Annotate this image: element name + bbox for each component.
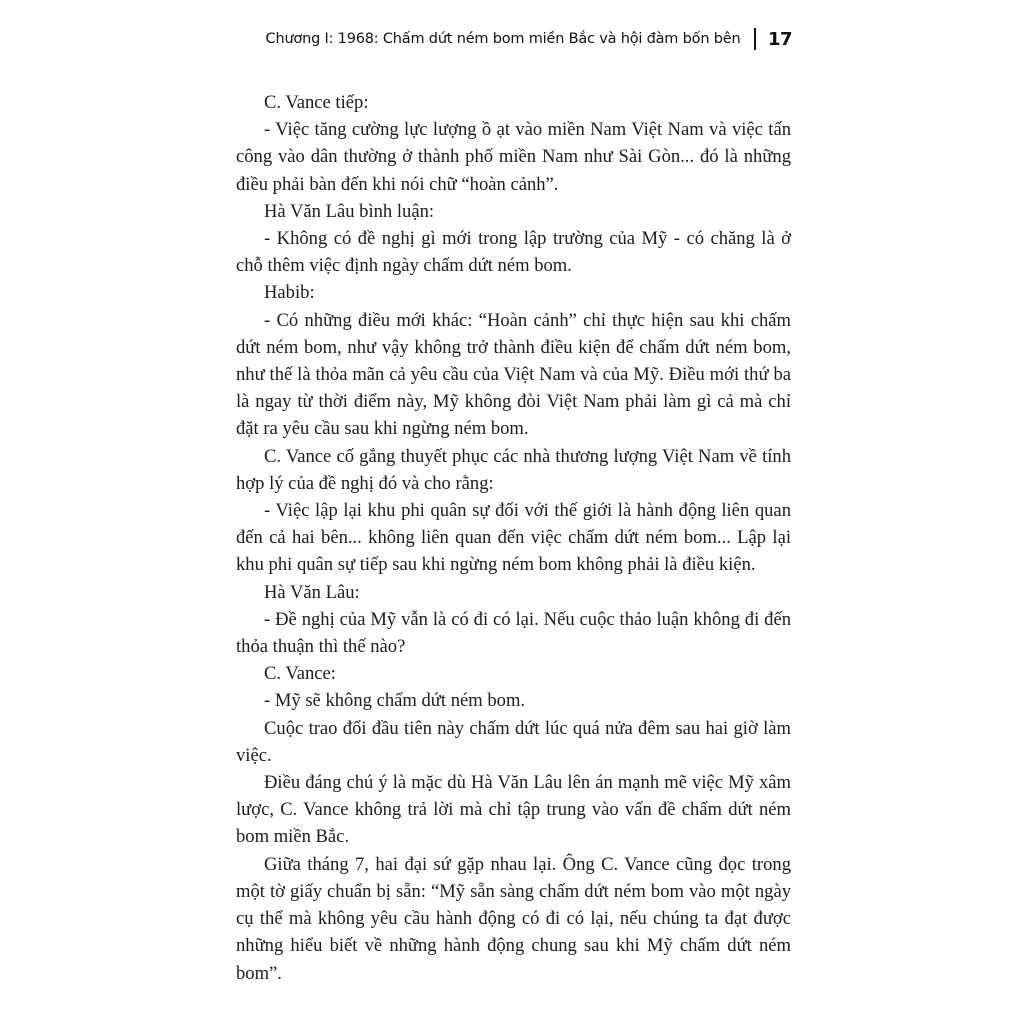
paragraph: - Việc tăng cường lực lượng ồ ạt vào miền Nam Việt Nam và việc tấn công vào dân thường ở thành phố miền Nam như Sài Gòn... đó là những điều phải bàn đến khi nói chữ “hoàn cảnh”.: [236, 119, 791, 195]
paragraph: Hà Văn Lâu bình luận:: [264, 200, 435, 222]
paragraph: C. Vance tiếp:: [264, 92, 369, 113]
paragraph: C. Vance:: [264, 663, 336, 685]
paragraph: - Việc lập lại khu phi quân sự đối với thế giới là hành động liên quan đến cả hai bên... không liên quan đến việc chấm dứt ném bom... Lập lại khu phi quân sự tiếp sau khi ngừng ném bom không phải là điều kiện.: [236, 500, 791, 576]
paragraph: Giữa tháng 7, hai đại sứ gặp nhau lại. Ông C. Vance cũng đọc trong một tờ giấy chuẩn bị sẵn: “Mỹ sẵn sàng chấm dứt ném bom vào một ngày cụ thể mà không yêu cầu hành động có đi có lại, nếu chúng ta đạt được những hiểu biết về những hành động chung sau khi Mỹ chấm dứt ném bom”.: [236, 853, 791, 984]
body-text: [236, 89, 791, 987]
paragraph: C. Vance cố gắng thuyết phục các nhà thương lượng Việt Nam về tính hợp lý của đề nghị đó và cho rằng:: [236, 445, 791, 494]
paragraph: - Có những điều mới khác: “Hoàn cảnh” chỉ thực hiện sau khi chấm dứt ném bom, như vậy không trở thành điều kiện để chấm dứt ném bom, như thế là thỏa mãn cả yêu cầu của Việt Nam và của Mỹ. Điều mới thứ ba là ngay từ thời điểm này, Mỹ không đòi Việt Nam phải làm gì cả mà chỉ đặt ra yêu cầu sau khi ngừng ném bom.: [236, 309, 791, 440]
paragraph: - Mỹ sẽ không chấm dứt ném bom.: [264, 690, 526, 712]
header-divider: [754, 28, 756, 50]
paragraph: - Không có đề nghị gì mới trong lập trường của Mỹ - có chăng là ở chỗ thêm việc định ngày chấm dứt ném bom.: [236, 228, 791, 277]
page-number: 17: [767, 28, 792, 50]
chapter-title: Chương I: 1968: Chấm dứt ném bom miền Bắc và hội đàm bốn bên: [265, 31, 741, 47]
paragraph: Cuộc trao đổi đầu tiên này chấm dứt lúc quá nửa đêm sau hai giờ làm việc.: [236, 717, 791, 766]
running-header: [266, 26, 792, 52]
paragraph: Habib:: [264, 282, 315, 304]
paragraph: - Đề nghị của Mỹ vẫn là có đi có lại. Nếu cuộc thảo luận không đi đến thỏa thuận thì thế nào?: [236, 608, 791, 658]
paragraph: Hà Văn Lâu:: [264, 581, 360, 603]
paragraph: Điều đáng chú ý là mặc dù Hà Văn Lâu lên án mạnh mẽ việc Mỹ xâm lược, C. Vance không trả lời mà chỉ tập trung vào vấn đề chấm dứt ném bom miền Bắc.: [236, 772, 791, 848]
